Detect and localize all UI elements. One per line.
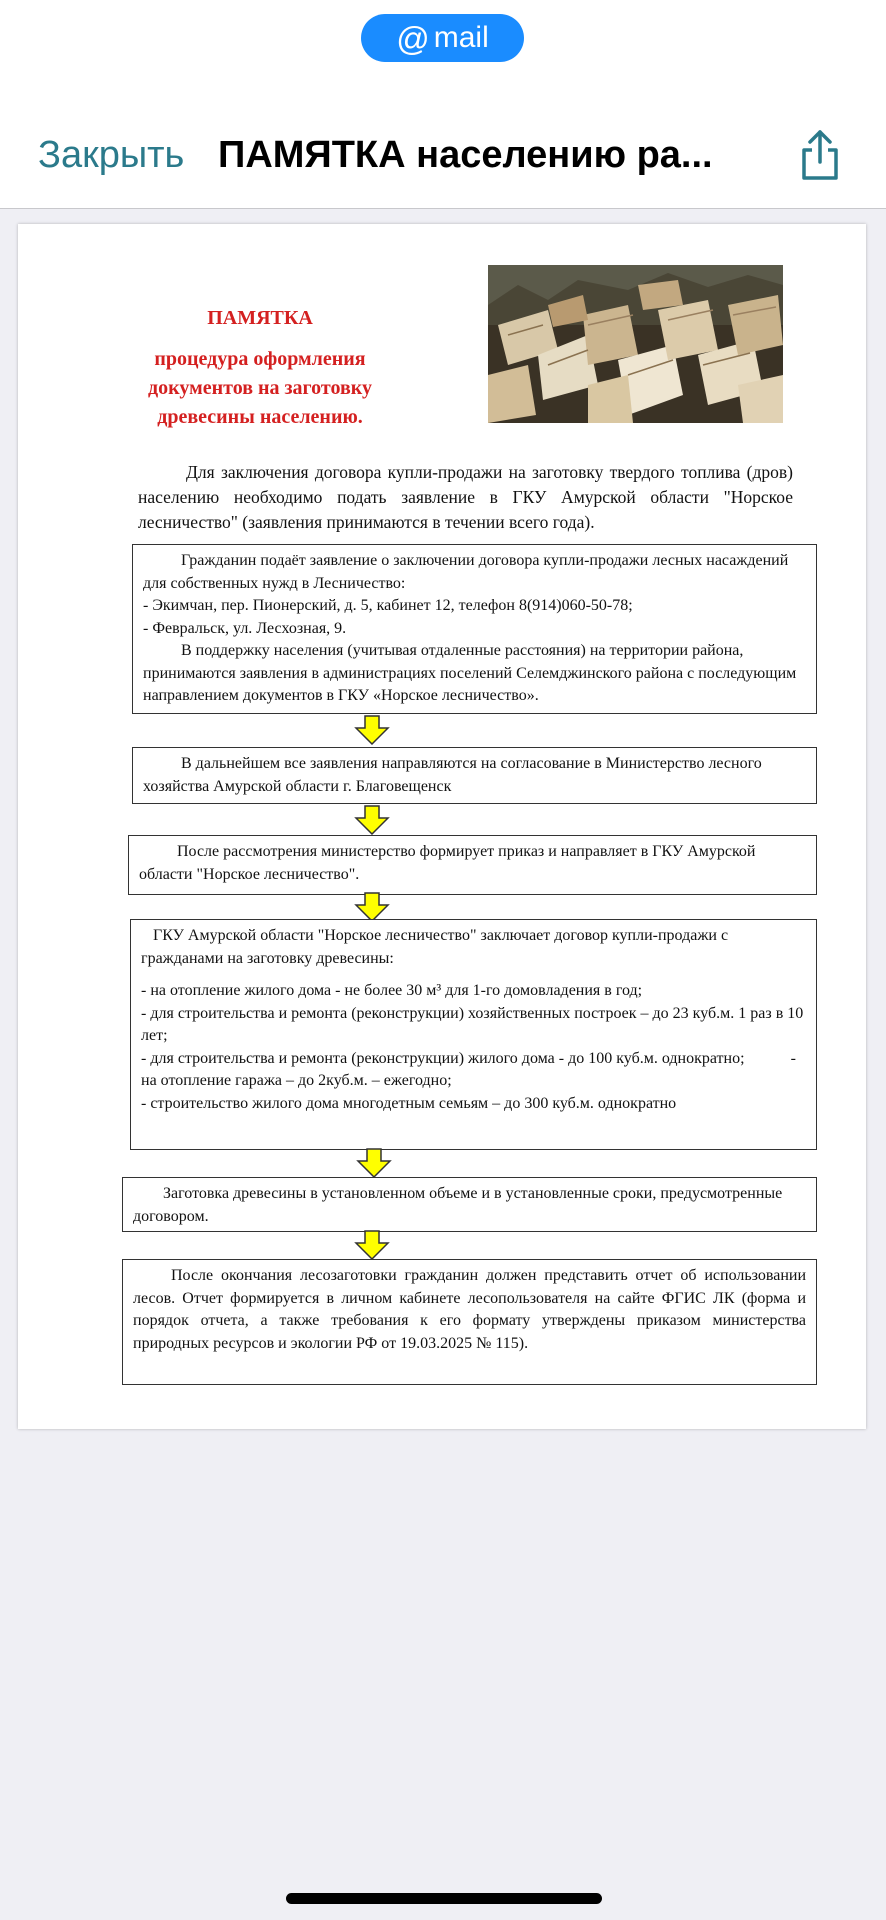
arrow-down-icon [354,715,390,745]
memo-heading [140,304,380,432]
address-fevralsk: - Февральск, ул. Лесхозная, 9. [143,619,347,637]
home-indicator[interactable] [286,1893,602,1904]
limit-house-repair-text: - для строительства и ремонта (реконструкции) жилого дома - до 100 куб.м. однократно; [141,1049,745,1067]
stray-dash: - [790,1049,796,1067]
step-apply-text: Гражданин подаёт заявление о заключении договора купли-продажи лесных насаждений для собственных нужд в Лесничество: [143,552,789,592]
limit-garage: на отопление гаража – до 2куб.м. – ежегодно; [141,1072,452,1089]
document-page [18,224,866,1429]
memo-title: ПАМЯТКА [207,307,313,329]
step-harvest-box [122,1177,817,1232]
limit-large-family: - строительство жилого дома многодетным семьям – до 300 куб.м. однократно [141,1094,677,1112]
step-approval-text: В дальнейшем все заявления направляются на согласование в Министерство лесного хозяйства Амурской области г. Благовещенск [143,755,762,795]
intro-paragraph: Для заключения договора купли-продажи на заготовку твердого топлива (дров) населению необходимо подать заявление в ГКУ Амурской области "Норское лесничество" (заявления принимаются в течении всего года). [138,462,793,532]
limit-house-repair [141,1048,806,1071]
step-contract-text: ГКУ Амурской области "Норское лесничество" заключает договор купли-продажи с гражданами на заготовку древесины: [141,927,729,967]
limit-heating: - на отопление жилого дома - не более 30 м³ для 1-го домовладения в год; [141,982,643,999]
step-order-box [128,835,817,895]
arrow-down-icon [354,892,390,922]
memo-subtitle: процедура оформления документов на заготовку древесины населению. [148,348,372,428]
address-ekimchan: - Экимчан, пер. Пионерский, д. 5, кабинет 12, телефон 8(914)060-50-78; [143,597,633,614]
close-button[interactable]: Закрыть [38,134,185,176]
step-report-box [122,1259,817,1385]
mail-return-pill[interactable] [361,14,524,62]
step-apply-box [132,544,817,714]
step-harvest-text: Заготовка древесины в установленном объеме и в установленные сроки, предусмотренные договором. [133,1185,783,1225]
limit-outbuildings: - для строительства и ремонта (реконструкции) хозяйственных построек – до 23 куб.м. 1 раз в 10 лет; [141,1004,804,1044]
document-title: ПАМЯТКА населению ра... [218,134,713,176]
mail-pill-label: mail [433,21,489,54]
step-apply-support: В поддержку населения (учитывая отдаленные расстояния) на территории района, принимаются заявления в администрациях поселений Селемджинского района с последующим направлением документов в ГКУ «Норское лесничество». [143,642,797,704]
step-report-text: После окончания лесозаготовки гражданин должен представить отчет об использовании лесов. Отчет формируется в личном кабинете лесопользователя на сайте ФГИС ЛК (форма и порядок отчета, а также требования к его формату утверждены приказом министерства природных ресурсов и экологии РФ от 19.03.2025 № 115). [133,1267,806,1352]
share-icon[interactable] [796,128,844,182]
step-contract-box [130,919,817,1150]
arrow-down-icon [354,805,390,835]
step-order-text: После рассмотрения министерство формирует приказ и направляет в ГКУ Амурской области "Норское лесничество". [139,843,756,883]
document-viewer[interactable] [0,209,886,1920]
step-approval-box [132,747,817,804]
at-icon: @ [396,19,430,57]
firewood-photo [488,265,783,423]
arrow-down-icon [354,1230,390,1260]
navigation-bar [0,108,886,209]
arrow-down-icon [356,1148,392,1178]
